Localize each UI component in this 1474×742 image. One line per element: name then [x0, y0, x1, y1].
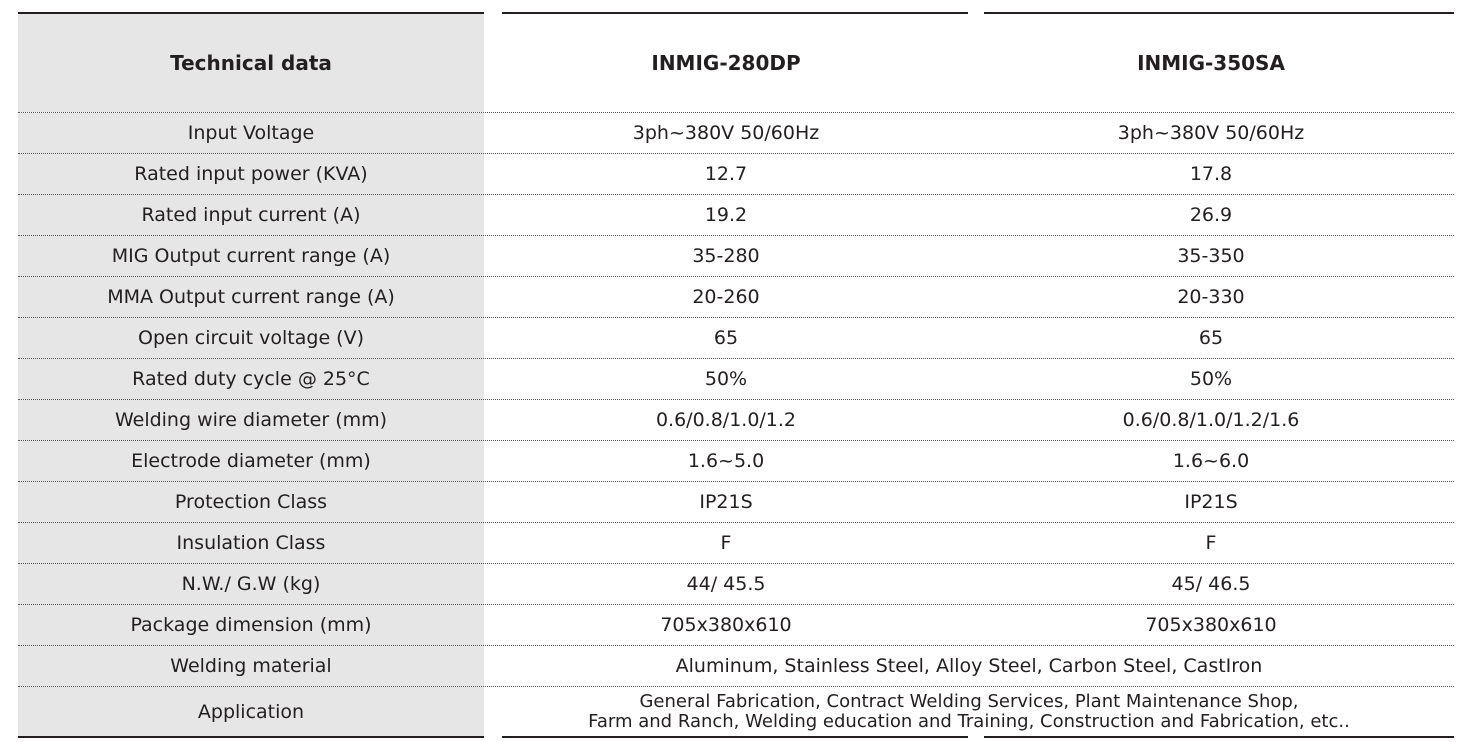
row-value-model-b: 26.9 [1189, 204, 1233, 226]
row-value-model-b: 20-330 [1177, 286, 1245, 308]
row-value-model-a: 44/ 45.5 [686, 573, 766, 595]
header-model-b: INMIG-350SA [1137, 51, 1285, 75]
row-value-model-b: IP21S [1184, 491, 1238, 513]
row-value-model-a: 50% [704, 368, 748, 390]
row-value-model-b: F [1205, 532, 1217, 554]
row-label: Welding wire diameter (mm) [18, 400, 484, 441]
bottom-rule [984, 736, 1454, 738]
row-value-model-a: 20-260 [692, 286, 760, 308]
row-label: N.W./ G.W (kg) [18, 564, 484, 605]
row-value-model-a: 1.6~5.0 [687, 450, 765, 472]
header-row [18, 14, 1454, 112]
row-value-model-b: 17.8 [1189, 163, 1233, 185]
table-row [18, 440, 1454, 482]
table-row [18, 399, 1454, 441]
row-value-model-a: 705x380x610 [660, 614, 792, 636]
row-value-model-b: 50% [1189, 368, 1233, 390]
row-label: Rated duty cycle @ 25°C [18, 359, 484, 400]
table-row [18, 112, 1454, 154]
table-row-application [18, 686, 1454, 737]
table-row [18, 276, 1454, 318]
row-value-model-a: IP21S [699, 491, 753, 513]
table-row [18, 522, 1454, 564]
row-value-model-a: 0.6/0.8/1.0/1.2 [655, 409, 797, 431]
bottom-rule [502, 736, 968, 738]
row-label: Package dimension (mm) [18, 605, 484, 646]
header-label: Technical data [18, 14, 484, 112]
application-line-2: Farm and Ranch, Welding education and Training, Construction and Fabrication, etc.. [588, 711, 1350, 732]
row-value-model-b: 45/ 46.5 [1171, 573, 1251, 595]
row-value-model-b: 705x380x610 [1145, 614, 1277, 636]
table-row [18, 153, 1454, 195]
row-label: Welding material [18, 646, 484, 687]
row-value-model-b: 1.6~6.0 [1172, 450, 1250, 472]
table-row [18, 563, 1454, 605]
row-value-model-a: 65 [713, 327, 739, 349]
row-label: Rated input current (A) [18, 195, 484, 236]
row-value [484, 687, 1454, 737]
row-label: MIG Output current range (A) [18, 236, 484, 277]
row-value-model-b: 0.6/0.8/1.0/1.2/1.6 [1122, 409, 1300, 431]
row-label: Open circuit voltage (V) [18, 318, 484, 359]
table-row [18, 481, 1454, 523]
table-row [18, 194, 1454, 236]
row-label: Insulation Class [18, 523, 484, 564]
row-value-model-a: 35-280 [692, 245, 760, 267]
row-value-model-a: F [720, 532, 732, 554]
row-label: Input Voltage [18, 113, 484, 154]
table-row [18, 358, 1454, 400]
table-row-welding-material [18, 645, 1454, 687]
row-value-model-b: 65 [1198, 327, 1224, 349]
row-label: Rated input power (KVA) [18, 154, 484, 195]
row-label: MMA Output current range (A) [18, 277, 484, 318]
header-model-a: INMIG-280DP [651, 51, 801, 75]
application-line-1: General Fabrication, Contract Welding Services, Plant Maintenance Shop, [639, 691, 1299, 712]
table-row [18, 235, 1454, 277]
row-value-model-b: 35-350 [1177, 245, 1245, 267]
row-label: Electrode diameter (mm) [18, 441, 484, 482]
row-value-model-a: 3ph~380V 50/60Hz [632, 122, 820, 144]
row-label: Application [18, 687, 484, 737]
bottom-rule [18, 736, 484, 738]
row-value-model-b: 3ph~380V 50/60Hz [1117, 122, 1305, 144]
row-value-model-a: 19.2 [704, 204, 748, 226]
row-value: Aluminum, Stainless Steel, Alloy Steel, Carbon Steel, CastIron [675, 655, 1263, 677]
table-row [18, 604, 1454, 646]
table-row [18, 317, 1454, 359]
row-label: Protection Class [18, 482, 484, 523]
row-value-model-a: 12.7 [704, 163, 748, 185]
